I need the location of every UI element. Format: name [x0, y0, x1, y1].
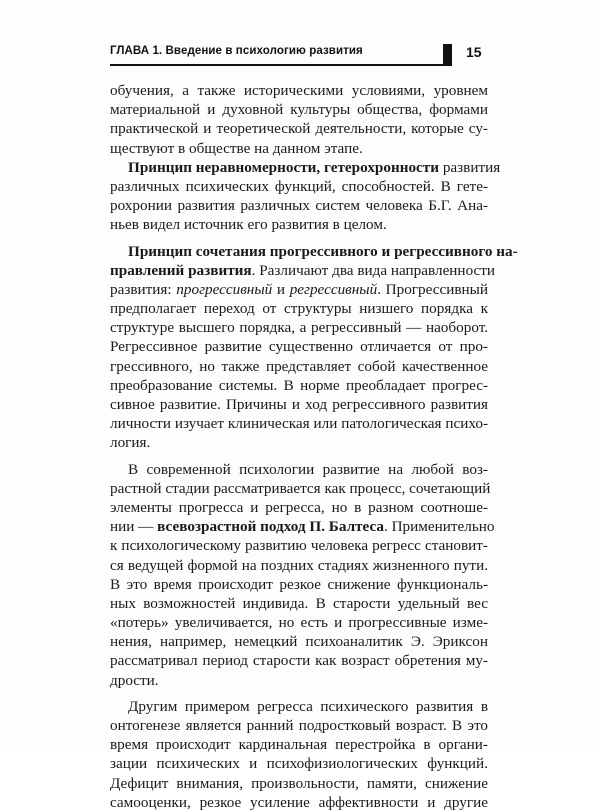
text-fragment: и — [272, 280, 290, 298]
text-line: ществуют в обществе на данном этапе. — [110, 139, 363, 157]
text-line: личности изучает клиническая или патологическая психо- — [110, 415, 488, 433]
text-line: сивное развитие. Причины и ход регрессивного развития — [110, 396, 488, 413]
text-fragment: . Прогрессивный — [377, 280, 488, 298]
principle-term-heterochrony: Принцип неравномерности, гетерохронности — [128, 158, 440, 176]
text-fragment: развития: — [110, 280, 177, 298]
text-fragment: . Различают два вида направленности — [251, 261, 496, 279]
text-line: ся ведущей формой на поздних стадиях жизненного пути. — [110, 556, 488, 574]
italic-term-progressive: прогрессивный — [176, 280, 273, 298]
principle-term-continuation: правлений развития — [110, 261, 252, 279]
text-line: элементы прогресса и регресса, но в разном соотноше- — [110, 498, 488, 516]
text-line: к психологическому развитию человека регресс становит- — [110, 537, 488, 555]
paragraph-4 — [110, 460, 495, 690]
text-line — [110, 261, 496, 280]
text-line: нения, например, немецкий психоаналитик Э. Эриксон — [110, 633, 488, 651]
text-line: «потерь» увеличивается, но есть и прогрессивные изме- — [110, 614, 488, 632]
text-line: рохронии развития различных систем человека Б.Г. Ана- — [110, 197, 488, 215]
paragraph-3 — [110, 242, 518, 453]
text-line: практической и теоретической деятельности, которые су- — [110, 120, 488, 138]
text-line: рассматривал период старости как возраст обретения му- — [110, 652, 488, 670]
text-fragment: . Применительно — [384, 518, 495, 536]
header-rule — [110, 64, 443, 66]
text-line: материальной и духовной культуры общества, формами — [110, 101, 488, 119]
text-line: Дефицит внимания, произвольности, памяти, снижение — [110, 774, 488, 792]
text-line: зации психических и психофизиологических функций. — [110, 755, 488, 773]
text-line: предполагает переход от структуры низшего порядка к — [110, 300, 488, 318]
header-marker-block — [443, 44, 452, 66]
text-line: дрости. — [110, 671, 159, 689]
text-line: ных возможностей индивида. В старости удельный вес — [110, 594, 488, 612]
text-line: растной стадии рассматривается как процесс, сочетающий — [110, 479, 491, 497]
text-line — [110, 517, 495, 536]
text-line: Регрессивное развитие существенно отличается от про- — [110, 338, 488, 356]
text-line: структуре высшего порядка, а регрессивный — наоборот. — [110, 319, 488, 337]
paragraph-1 — [110, 81, 488, 158]
text-line: В современной психологии развитие на любой воз- — [128, 460, 488, 478]
page-body-text — [110, 81, 518, 812]
text-line: грессивного, но также представляет собой качественное — [110, 357, 488, 375]
italic-term-regressive: регрессивный — [289, 280, 378, 298]
text-line — [110, 280, 488, 299]
text-line — [110, 242, 518, 261]
text-line: логия. — [110, 434, 151, 452]
text-line: онтогенезе является ранний подростковый возраст. В это — [110, 717, 488, 734]
page-number: 15 — [466, 44, 482, 60]
principle-term-progress-regress: Принцип сочетания прогрессивного и регрессивного на- — [128, 242, 518, 260]
paragraph-2 — [110, 158, 501, 235]
term-baltes-approach: всевозрастной подход П. Балтеса — [157, 518, 384, 536]
text-line — [110, 158, 501, 177]
text-line: время происходит кардинальная перестройка в органи- — [110, 736, 488, 754]
paragraph-5 — [110, 697, 488, 812]
text-line: обучения, а также историческими условиями, уровнем — [110, 82, 488, 99]
text-line: преобразование системы. В норме преобладает прогрес- — [110, 376, 488, 394]
text-line: различных психических функций, способностей. В гете- — [110, 177, 488, 195]
text-fragment: развития — [439, 158, 501, 176]
text-line: самооценки, резкое усиление аффективности и другие — [110, 793, 488, 811]
text-line: В это время происходит резкое снижение функциональ- — [110, 575, 488, 593]
text-fragment: нии — — [110, 518, 158, 536]
text-line: Другим примером регресса психического развития в — [128, 697, 488, 715]
running-header-chapter-title: ГЛАВА 1. Введение в психологию развития — [110, 45, 363, 57]
text-line: ньев видел источник его развития в целом. — [110, 216, 387, 234]
